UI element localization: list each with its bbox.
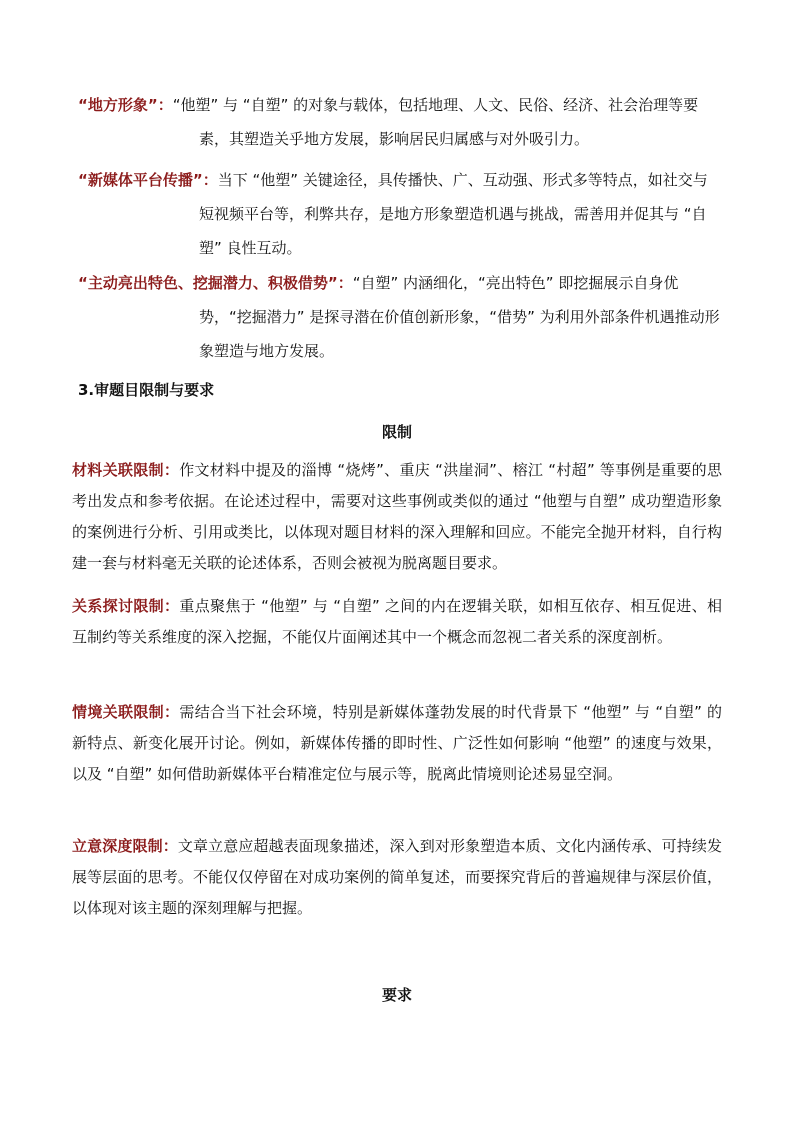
limit-context [72,697,722,790]
limit-relationship [72,591,722,653]
definition-new-media [78,163,720,265]
limit-text: 文章立意应超越表面现象描述，深入到对形象塑造本质、文化内涵传承、可持续发展等层面的思考。不能仅仅停留在对成功案例的简单复述，而要探究背后的普遍规律与深层价值，以体现对该主题的深刻理解与把握。 [72,837,722,917]
limits-title: 限制 [381,423,412,441]
limit-text: 作文材料中提及的淄博 “烧烤”、重庆 “洪崖洞”、榕江 “村超” 等事例是重要的思考出发点和参考依据。在论述过程中，需要对这些事例或类似的通过 “他塑与自塑” 成功塑造形象的案例进行分析、引用或类比，以体现对题目材料的深入理解和回应。不能完全抛开材料，自行构建一套与材料毫无关联的论述体系，否则会被视为脱离题目要求。 [72,461,722,572]
limit-material-relation [72,455,722,579]
definition-term: “新媒体平台传播”： [78,171,218,189]
limit-text: 重点聚焦于 “他塑” 与 “自塑” 之间的内在逻辑关联，如相互依存、相互促进、相互制约等关系维度的深入挖掘，不能仅片面阐述其中一个概念而忽视二者关系的深度剖析。 [72,597,722,646]
limit-label: 材料关联限制： [72,461,180,479]
limit-label: 关系探讨限制： [72,597,180,615]
limit-label: 立意深度限制： [72,837,178,855]
requirements-title: 要求 [381,986,412,1004]
definition-term: “主动亮出特色、挖掘潜力、积极借势”： [78,274,353,292]
definition-text: 当下 “他塑” 关键途径，具传播快、广、互动强、形式多等特点，如社交与短视频平台等，利弊共存，是地方形象塑造机遇与挑战，需善用并促其与 “自塑” 良性互动。 [199,171,708,257]
definition-term: “地方形象”： [78,96,173,114]
limit-depth [72,831,722,924]
definition-proactive [78,266,720,368]
definition-text: “他塑” 与 “自塑” 的对象与载体，包括地理、人文、民俗、经济、社会治理等要素，其塑造关乎地方发展，影响居民归属感与对外吸引力。 [172,96,699,148]
limit-text: 需结合当下社会环境，特别是新媒体蓬勃发展的时代背景下 “他塑” 与 “自塑” 的新特点、新变化展开讨论。例如，新媒体传播的即时性、广泛性如何影响 “他塑” 的速度与效果，以及 “自塑” 如何借助新媒体平台精准定位与展示等，脱离此情境则论述易显空洞。 [72,703,722,783]
section-heading: 3.审题目限制与要求 [78,381,215,399]
limit-label: 情境关联限制： [72,703,180,721]
definition-text: “自塑” 内涵细化，“亮出特色” 即挖掘展示自身优势，“挖掘潜力” 是探寻潜在价值创新形象，“借势” 为利用外部条件机遇推动形象塑造与地方发展。 [199,274,720,360]
definition-local-image [78,88,720,156]
